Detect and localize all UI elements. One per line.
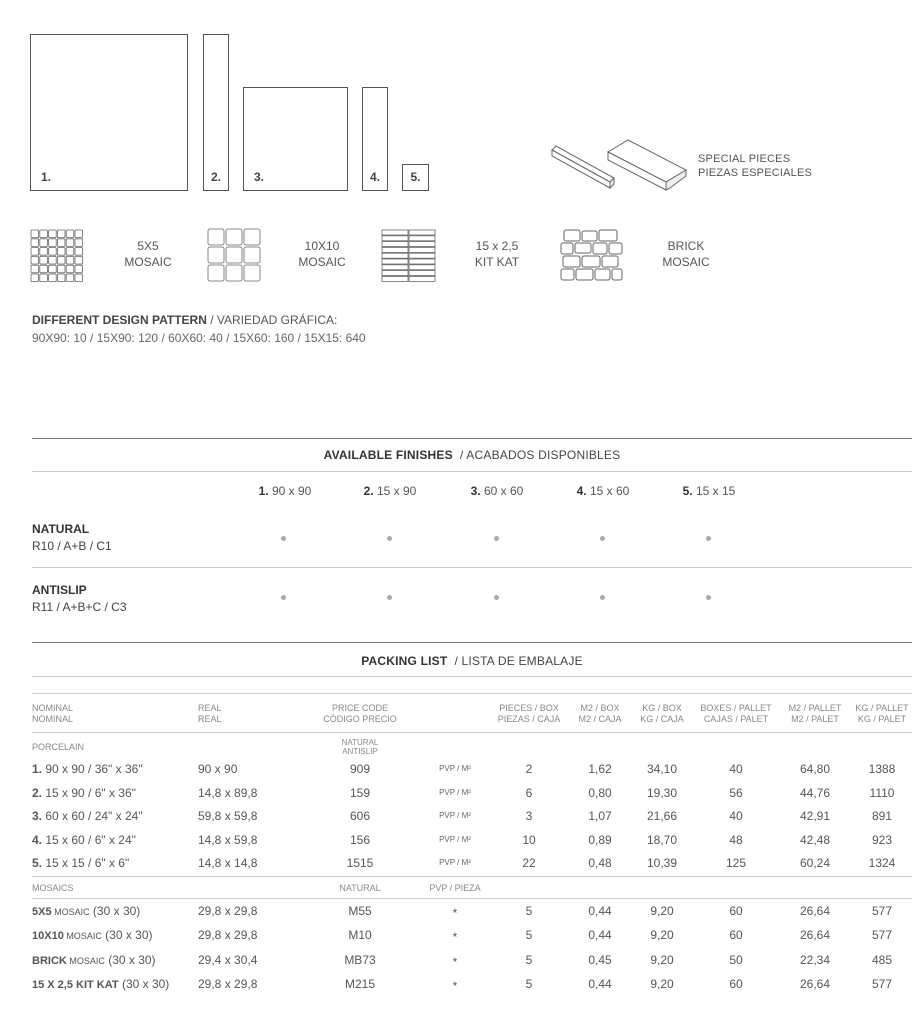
boxes-per-pallet: 56 — [729, 785, 743, 800]
mosaic-label-line1: 5X5 — [137, 239, 159, 253]
availability-dot — [494, 595, 499, 600]
boxes-per-pallet: 40 — [729, 809, 743, 823]
price-code: M215 — [344, 976, 376, 991]
availability-dot — [706, 536, 711, 541]
m2-per-pallet: 44,76 — [799, 785, 831, 800]
mosaic-name: 15 X 2,5 KIT KAT (30 x 30) — [32, 976, 170, 991]
price-code: 1515 — [346, 856, 374, 870]
kg-per-pallet: 577 — [871, 976, 893, 991]
kg-per-pallet: 1388 — [868, 762, 896, 776]
m2-per-pallet: 42,48 — [799, 832, 831, 847]
porcelain-code-label: NATURAL ANTISLIP — [341, 738, 379, 756]
real-size: 14,8 x 89,8 — [198, 785, 258, 800]
tile-15x90 — [203, 34, 229, 191]
boxes-per-pallet: 60 — [729, 976, 743, 991]
kg-per-box: 9,20 — [650, 976, 674, 991]
m2-per-box: 0,45 — [588, 952, 612, 967]
divider — [32, 642, 912, 643]
packing-title: PACKING LIST / LISTA DE EMBALAJE — [361, 654, 583, 668]
mosaic-label-line1: 10X10 — [304, 239, 340, 253]
finish-natural: NATURAL R10 / A+B / C1 — [32, 522, 112, 553]
nominal-size: 5. 15 x 15 / 6" x 6" — [32, 856, 130, 870]
divider — [32, 898, 912, 899]
pieces-per-box: 5 — [525, 928, 533, 943]
divider — [32, 567, 912, 568]
mosaic-5x5-icon — [30, 229, 84, 283]
pvp: * — [452, 930, 458, 945]
nominal-size: 1. 90 x 90 / 36" x 36" — [32, 762, 143, 776]
nominal-size: 2. 15 x 90 / 6" x 36" — [32, 785, 136, 800]
real-size: 14,8 x 59,8 — [198, 832, 258, 847]
m2-per-pallet: 22,34 — [799, 952, 831, 967]
real-size: 90 x 90 — [198, 762, 238, 776]
real-size: 14,8 x 14,8 — [198, 856, 258, 870]
m2-per-box: 0,44 — [588, 928, 612, 943]
header-price-code: PRICE CODE CÓDIGO PRECIO — [323, 703, 397, 724]
kg-per-box: 34,10 — [646, 762, 678, 776]
finish-antislip: ANTISLIP R11 / A+B+C / C3 — [32, 583, 127, 614]
pieces-per-box: 5 — [525, 904, 533, 918]
tile-15x60 — [362, 87, 388, 191]
real-size: 59,8 x 59,8 — [198, 809, 258, 823]
nominal-size: 4. 15 x 60 / 6" x 24" — [32, 832, 136, 847]
pvp: PVP / M² — [439, 764, 471, 773]
m2-per-pallet: 26,64 — [799, 928, 831, 943]
tile-number: 1. — [41, 170, 52, 184]
price-code: 156 — [349, 832, 371, 847]
m2-per-box: 1,62 — [588, 762, 612, 776]
availability-dot — [600, 536, 605, 541]
m2-per-box: 0,80 — [588, 785, 612, 800]
availability-dot — [387, 536, 392, 541]
kg-per-box: 21,66 — [646, 809, 678, 823]
availability-dot — [706, 595, 711, 600]
divider — [32, 471, 912, 472]
finish-col-header: 1. 90 x 90 — [258, 484, 312, 498]
kg-per-pallet: 891 — [871, 809, 893, 823]
header-nominal: NOMINAL NOMINAL — [32, 703, 74, 724]
m2-per-pallet: 60,24 — [799, 856, 831, 870]
kg-per-box: 9,20 — [650, 904, 674, 918]
mosaic-label-line1: 15 x 2,5 — [475, 239, 519, 253]
boxes-per-pallet: 48 — [729, 832, 743, 847]
kg-per-box: 19,30 — [646, 785, 678, 800]
availability-dot — [494, 536, 499, 541]
price-code: 909 — [349, 762, 371, 776]
pieces-per-box: 5 — [525, 952, 533, 967]
pieces-per-box: 10 — [522, 832, 536, 847]
m2-per-box: 0,48 — [588, 856, 612, 870]
tile-15x15 — [402, 164, 429, 191]
mosaic-label-line1: BRICK — [667, 239, 705, 253]
pieces-per-box: 22 — [522, 856, 536, 870]
pieces-per-box: 3 — [525, 809, 533, 823]
kg-per-pallet: 923 — [871, 832, 893, 847]
boxes-per-pallet: 125 — [725, 856, 747, 870]
kg-per-pallet: 485 — [871, 952, 893, 967]
group-mosaics: MOSAICS — [32, 883, 74, 893]
tile-90x90 — [30, 34, 188, 191]
finish-col-header: 5. 15 x 15 — [682, 484, 736, 498]
m2-per-pallet: 26,64 — [799, 976, 831, 991]
pieces-per-box: 5 — [525, 976, 533, 991]
mosaic-label-line2: MOSAIC — [124, 255, 172, 269]
mosaic-10x10-icon — [207, 228, 262, 283]
tile-number: 5. — [410, 170, 421, 184]
m2-per-box: 0,89 — [588, 832, 612, 847]
finish-col-header: 3. 60 x 60 — [470, 484, 524, 498]
kg-per-box: 18,70 — [646, 832, 678, 847]
price-code: MB73 — [344, 952, 376, 967]
m2-per-pallet: 64,80 — [799, 762, 831, 776]
m2-per-box: 1,07 — [588, 809, 612, 823]
mosaic-label-line2: MOSAIC — [298, 255, 346, 269]
special-pieces-label-es: PIEZAS ESPECIALES — [698, 167, 813, 179]
pvp: * — [452, 906, 458, 920]
tile-number: 2. — [210, 170, 221, 184]
kg-per-pallet: 1110 — [869, 785, 895, 800]
finishes-title: AVAILABLE FINISHES / ACABADOS DISPONIBLES — [323, 448, 621, 462]
price-code: 606 — [349, 809, 371, 823]
availability-dot — [600, 595, 605, 600]
kit-kat-icon — [381, 229, 436, 283]
m2-per-pallet: 42,91 — [799, 809, 831, 823]
pvp: PVP / M² — [439, 787, 471, 797]
kg-per-box: 9,20 — [650, 952, 674, 967]
pieces-per-box: 6 — [525, 785, 533, 800]
special-pieces-label: SPECIAL PIECES — [698, 153, 791, 165]
m2-per-pallet: 26,64 — [799, 904, 831, 918]
header-kg-box: KG / BOX KG / CAJA — [640, 703, 684, 724]
boxes-per-pallet: 40 — [729, 762, 743, 776]
kg-per-pallet: 1324 — [868, 856, 896, 870]
real-size: 29,8 x 29,8 — [198, 928, 258, 943]
kg-per-pallet: 577 — [871, 904, 893, 918]
mosaic-label-line2: MOSAIC — [662, 255, 710, 269]
availability-dot — [387, 595, 392, 600]
brick-mosaic-icon — [560, 228, 624, 284]
mosaic-name: 10X10 MOSAIC (30 x 30) — [32, 928, 153, 943]
tile-number: 4. — [369, 170, 380, 184]
header-m2-pallet: M2 / PALLET M2 / PALET — [788, 703, 842, 724]
mosaic-label-line2: KIT KAT — [474, 255, 520, 269]
price-code: M55 — [348, 904, 372, 918]
pvp: PVP / M² — [439, 834, 471, 844]
tile-60x60 — [243, 87, 348, 191]
header-boxes-pallet: BOXES / PALLET CAJAS / PALET — [700, 703, 772, 724]
pvp: * — [452, 978, 458, 993]
pieces-per-box: 2 — [525, 762, 533, 776]
m2-per-box: 0,44 — [588, 976, 612, 991]
header-pieces-box: PIECES / BOX PIEZAS / CAJA — [497, 703, 561, 724]
real-size: 29,4 x 30,4 — [198, 952, 258, 967]
divider — [32, 676, 912, 677]
divider — [32, 876, 912, 877]
divider — [32, 693, 912, 694]
availability-dot — [281, 536, 286, 541]
tile-number: 3. — [254, 170, 265, 184]
group-porcelain: PORCELAIN — [32, 742, 85, 752]
pvp: PVP / M² — [439, 811, 471, 820]
real-size: 29,8 x 29,8 — [198, 976, 258, 991]
finish-col-header: 2. 15 x 90 — [363, 484, 417, 498]
nominal-size: 3. 60 x 60 / 24" x 24" — [32, 809, 143, 823]
design-pattern-values: 90X90: 10 / 15X90: 120 / 60X60: 40 / 15X60: 160 / 15X15: 640 — [32, 331, 366, 345]
pvp: PVP / M² — [439, 858, 471, 867]
boxes-per-pallet: 60 — [729, 904, 743, 918]
special-pieces-icon — [548, 132, 688, 194]
availability-dot — [281, 595, 286, 600]
price-code: 159 — [349, 785, 371, 800]
m2-per-box: 0,44 — [588, 904, 612, 918]
boxes-per-pallet: 50 — [729, 952, 743, 967]
design-pattern-title: DIFFERENT DESIGN PATTERN / VARIEDAD GRÁFICA: — [32, 313, 338, 327]
kg-per-pallet: 577 — [871, 928, 893, 943]
mosaic-name: 5X5 MOSAIC (30 x 30) — [32, 904, 141, 918]
kg-per-box: 10,39 — [646, 856, 678, 870]
mosaics-pvp-label: PVP / PIEZA — [429, 883, 481, 893]
header-kg-pallet: KG / PALLET KG / PALET — [855, 703, 909, 724]
price-code: M10 — [348, 928, 372, 943]
divider — [32, 732, 912, 733]
header-m2-box: M2 / BOX M2 / CAJA — [578, 703, 622, 724]
header-real: REAL REAL — [198, 703, 222, 724]
divider — [32, 438, 912, 439]
pvp: * — [452, 954, 458, 969]
finish-col-header: 4. 15 x 60 — [576, 484, 630, 498]
real-size: 29,8 x 29,8 — [198, 904, 258, 918]
mosaic-name: BRICK MOSAIC (30 x 30) — [32, 952, 156, 967]
mosaics-code-label: NATURAL — [339, 883, 381, 893]
boxes-per-pallet: 60 — [729, 928, 743, 943]
kg-per-box: 9,20 — [650, 928, 674, 943]
